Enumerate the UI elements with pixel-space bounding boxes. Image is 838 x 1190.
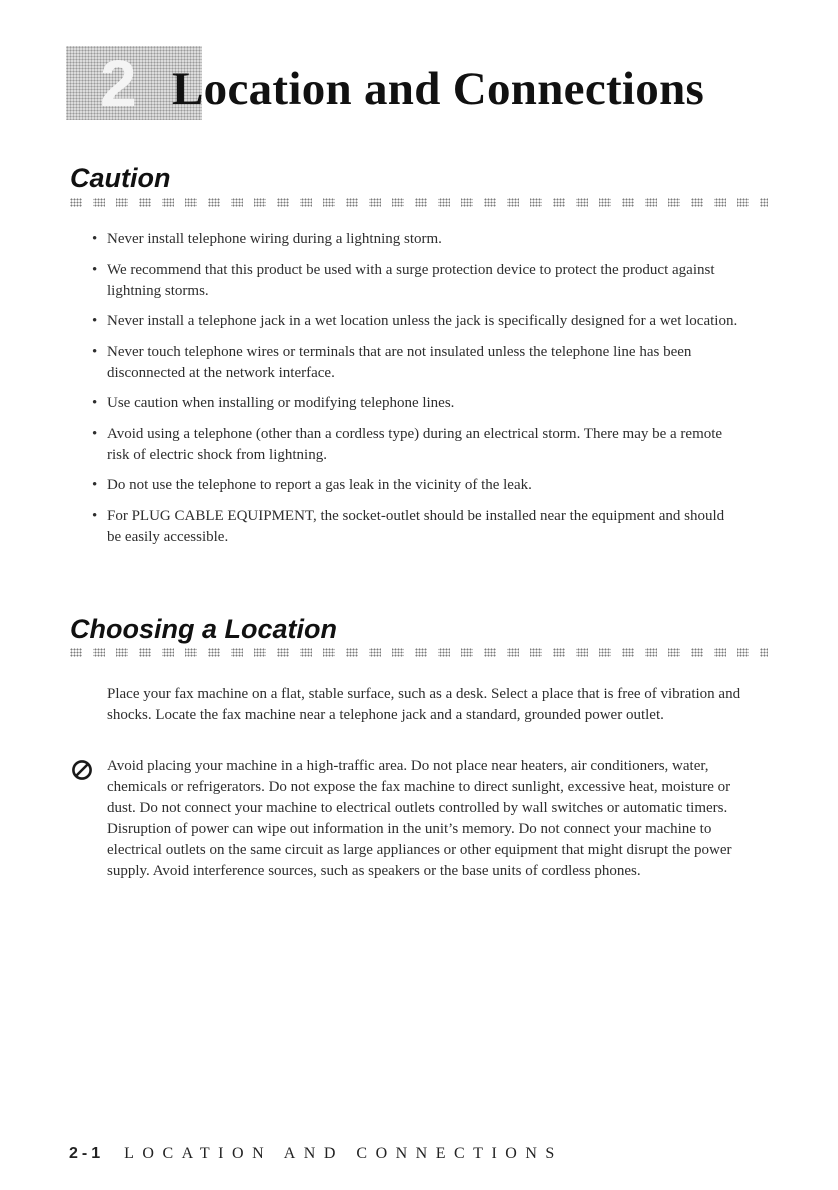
location-warning: Avoid placing your machine in a high-traffic area. Do not place near heaters, air conditioners, water, chemicals or refrigerators. Do not expose the fax machine to direct sunlight, excessive heat, moisture or dust. Do not connect your machine to electrical outlets controlled by wall switches or automatic timers. Disruption of power can wipe out information in the unit’s memory. Do not connect your machine to electrical outlets on the same circuit as large appliances or other equipment that might disrupt the power supply. Avoid interference sources, such as speakers or the base units of cordless phones.	[107, 758, 732, 879]
caution-item	[92, 475, 742, 496]
caution-item	[92, 393, 742, 414]
caution-list	[92, 229, 742, 557]
bullet-icon: •	[92, 261, 98, 278]
page-number: 2-1	[69, 1145, 105, 1162]
bullet-icon: •	[92, 477, 98, 493]
location-heading: Choosing a Location	[70, 614, 337, 644]
chapter-title: Location and Connections	[172, 63, 705, 115]
bullet-icon: •	[92, 395, 98, 411]
chapter-number: 2	[100, 46, 137, 120]
caution-item-text: Avoid using a telephone (other than a cordless type) during an electrical storm. There may be a remote risk of electric shock from lightning.	[107, 425, 723, 463]
caution-item	[92, 229, 742, 250]
caution-item-text: Never install a telephone jack in a wet location unless the jack is specifically designed for a wet location.	[107, 313, 738, 329]
bullet-icon: •	[92, 507, 98, 524]
caution-item-text: Never install telephone wiring during a lightning storm.	[107, 231, 442, 247]
bullet-icon: •	[92, 313, 98, 329]
caution-item	[92, 506, 742, 548]
location-divider	[70, 648, 768, 657]
bullet-icon: •	[92, 231, 98, 247]
running-title: LOCATION AND CONNECTIONS	[124, 1145, 563, 1162]
caution-item-text: We recommend that this product be used with a surge protection device to protect the product against lightning storms.	[107, 261, 715, 299]
caution-heading: Caution	[70, 163, 171, 193]
bullet-icon: •	[92, 425, 98, 442]
caution-item	[92, 311, 742, 332]
caution-item	[92, 342, 742, 384]
caution-item-text: Use caution when installing or modifying telephone lines.	[107, 395, 455, 411]
location-intro: Place your fax machine on a flat, stable surface, such as a desk. Select a place that is free of vibration and shocks. Locate the fax machine near a telephone jack and a standard, grounded power outlet.	[107, 686, 741, 723]
caution-item-text: Do not use the telephone to report a gas leak in the vicinity of the leak.	[107, 477, 532, 493]
caution-item-text: Never touch telephone wires or terminals that are not insulated unless the telephone line has been disconnected at the network interface.	[107, 343, 692, 381]
page-footer	[69, 1145, 563, 1163]
bullet-icon: •	[92, 343, 98, 360]
caution-item-text: For PLUG CABLE EQUIPMENT, the socket-outlet should be installed near the equipment and should be easily accessible.	[107, 507, 725, 545]
caution-item	[92, 260, 742, 302]
prohibited-icon	[71, 759, 93, 781]
caution-divider	[70, 198, 768, 207]
caution-item	[92, 424, 742, 466]
